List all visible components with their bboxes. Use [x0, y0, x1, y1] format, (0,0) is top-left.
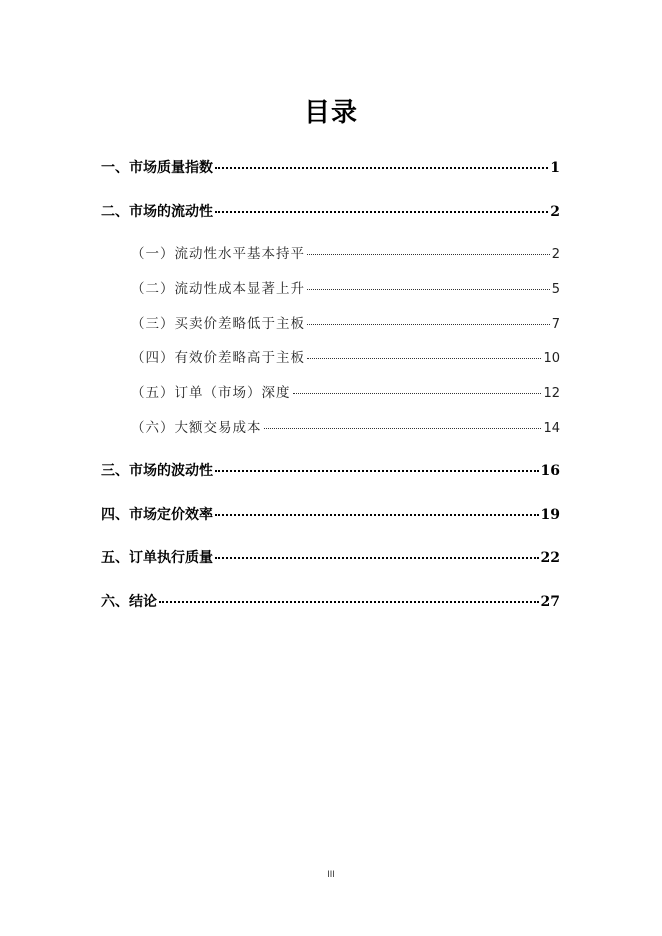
toc-dot-leader — [307, 288, 550, 290]
toc-entry-label: 三、市场的波动性 — [101, 463, 213, 479]
toc-dot-leader — [293, 392, 542, 394]
toc-entry-label: 一、市场质量指数 — [101, 160, 213, 176]
toc-dot-leader — [215, 166, 548, 169]
toc-entry-subsection-2-2[interactable] — [131, 277, 560, 301]
toc-entry-subsection-2-3[interactable] — [131, 312, 560, 336]
toc-dot-leader — [307, 357, 541, 359]
toc-entry-label: （六）大额交易成本 — [131, 420, 262, 436]
toc-page-number: 2 — [551, 247, 560, 262]
toc-entry-label: （五）订单（市场）深度 — [131, 385, 291, 401]
toc-entry-label: 五、订单执行质量 — [101, 550, 213, 566]
toc-dot-leader — [215, 556, 539, 559]
toc-entry-section-2[interactable] — [101, 200, 560, 224]
toc-page-number: 5 — [551, 282, 560, 297]
toc-entry-section-1[interactable] — [101, 156, 560, 180]
toc-page-number: 22 — [540, 550, 560, 566]
toc-dot-leader — [215, 513, 539, 516]
toc-dot-leader — [307, 323, 550, 325]
toc-page-number: 16 — [540, 463, 560, 479]
toc-page-number: 2 — [550, 204, 560, 220]
toc-page-number: 7 — [551, 317, 560, 332]
toc-entry-section-4[interactable] — [101, 503, 560, 527]
toc-entry-section-6[interactable] — [101, 590, 560, 614]
page-title: 目录 — [303, 98, 358, 128]
toc-dot-leader — [264, 427, 542, 429]
toc-dot-leader — [215, 469, 539, 472]
toc-entry-subsection-2-6[interactable] — [131, 416, 560, 440]
toc-entry-section-5[interactable] — [101, 546, 560, 570]
toc-entry-label: （三）买卖价差略低于主板 — [131, 316, 305, 332]
toc-page-number: 19 — [540, 507, 560, 523]
toc-dot-leader — [159, 600, 539, 603]
toc-page-number: 27 — [540, 594, 560, 610]
toc-entry-subsection-2-1[interactable] — [131, 242, 560, 266]
toc-page-number: 12 — [543, 386, 560, 401]
toc-entry-subsection-2-4[interactable] — [131, 346, 560, 370]
toc-page-number: 14 — [543, 421, 560, 436]
toc-entry-label: 六、结论 — [101, 594, 157, 610]
footer-page-number: III — [327, 869, 335, 879]
toc-entry-label: 二、市场的流动性 — [101, 204, 213, 220]
toc-entry-label: 四、市场定价效率 — [101, 507, 213, 523]
toc-entry-subsection-2-5[interactable] — [131, 381, 560, 405]
toc-dot-leader — [307, 253, 550, 255]
toc-entry-label: （一）流动性水平基本持平 — [131, 246, 305, 262]
toc-entry-section-3[interactable] — [101, 459, 560, 483]
toc-entry-label: （四）有效价差略高于主板 — [131, 350, 305, 366]
toc-entry-label: （二）流动性成本显著上升 — [131, 281, 305, 297]
toc-page-number: 1 — [550, 160, 560, 176]
toc-page-number: 10 — [543, 351, 560, 366]
toc-dot-leader — [215, 210, 548, 213]
